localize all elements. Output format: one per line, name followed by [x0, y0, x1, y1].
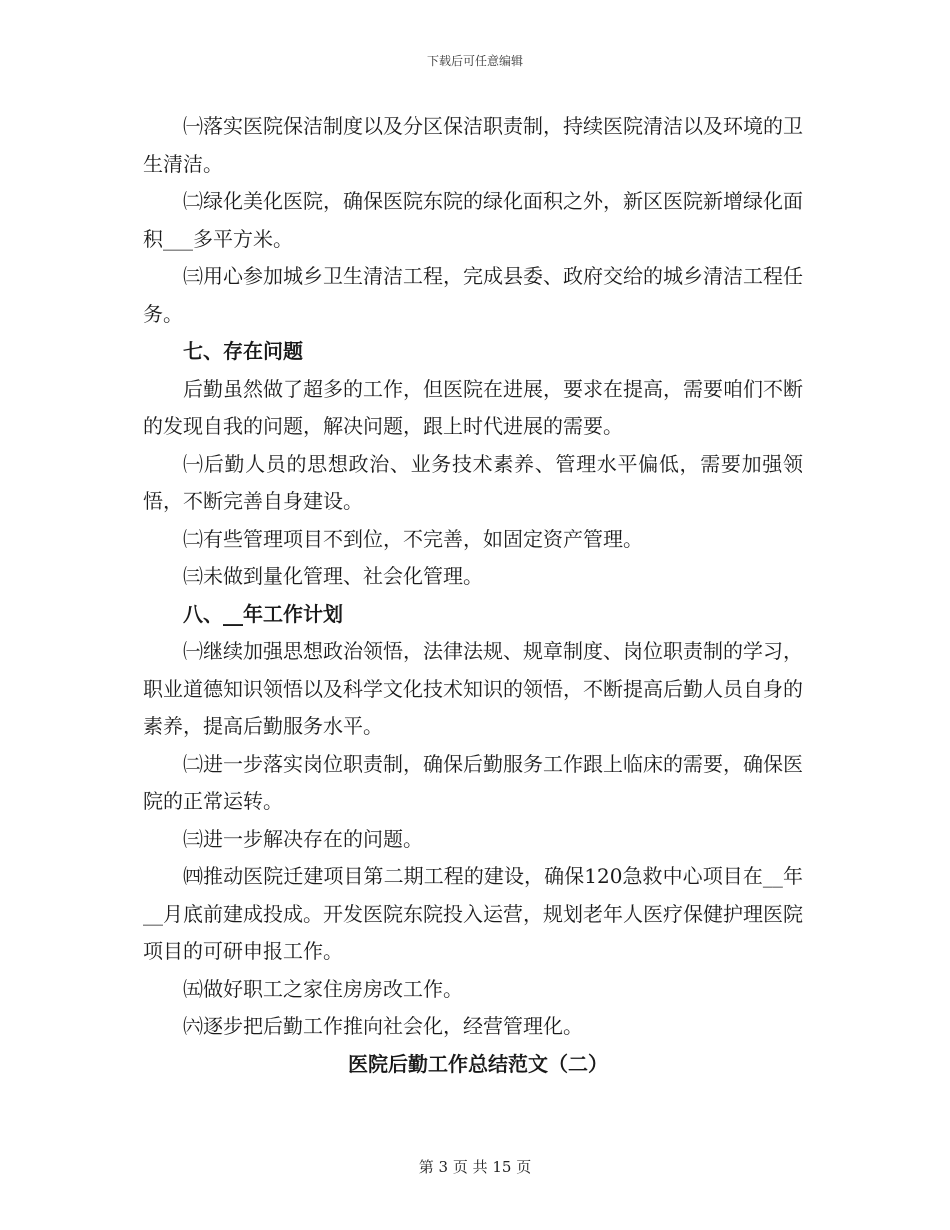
- paragraph: ㈡有些管理项目不到位，不完善，如固定资产管理。: [183, 526, 643, 551]
- paragraph: ㈠继续加强思想政治领悟，法律法规、规章制度、岗位职责制的学习，职业道德知识领悟以及科学文化技术知识的领悟，不断提高后勤人员自身的素养，提高后勤服务水平。: [143, 639, 803, 738]
- section-heading: 八、__年工作计划: [183, 601, 343, 626]
- paragraph: ㈢未做到量化管理、社会化管理。: [183, 564, 483, 588]
- page-footer: 第 3 页 共 15 页: [418, 1158, 532, 1176]
- paragraph: ㈠后勤人员的思想政治、业务技术素养、管理水平偏低，需要加强领悟，不断完善自身建设。: [143, 451, 803, 513]
- paragraph: ㈡绿化美化医院，确保医院东院的绿化面积之外，新区医院新增绿化面积___多平方米。: [143, 189, 803, 251]
- paragraph: ㈣推动医院迁建项目第二期工程的建设，确保120急救中心项目在__年__月底前建成投成。开发医院东院投入运营，规划老年人医疗保健护理医院项目的可研申报工作。: [143, 864, 803, 963]
- paragraph: ㈢用心参加城乡卫生清洁工程，完成县委、政府交给的城乡清洁工程任务。: [143, 264, 803, 326]
- paragraph: ㈥逐步把后勤工作推向社会化，经营管理化。: [183, 1014, 583, 1038]
- paragraph: ㈡进一步落实岗位职责制，确保后勤服务工作跟上临床的需要，确保医院的正常运转。: [143, 751, 803, 813]
- paragraph: ㈠落实医院保洁制度以及分区保洁职责制，持续医院清洁以及环境的卫生清洁。: [143, 114, 803, 176]
- section-heading: 七、存在问题: [183, 339, 303, 363]
- paragraph: 后勤虽然做了超多的工作，但医院在进展，要求在提高，需要咱们不断的发现自我的问题，解决问题，跟上时代进展的需要。: [143, 376, 803, 438]
- paragraph: ㈤做好职工之家住房房改工作。: [183, 976, 463, 1001]
- page-header: 下载后可任意编辑: [426, 54, 523, 68]
- document-title: 医院后勤工作总结范文（二）: [348, 1051, 608, 1076]
- paragraph: ㈢进一步解决存在的问题。: [183, 826, 423, 851]
- document-body: [143, 108, 803, 1083]
